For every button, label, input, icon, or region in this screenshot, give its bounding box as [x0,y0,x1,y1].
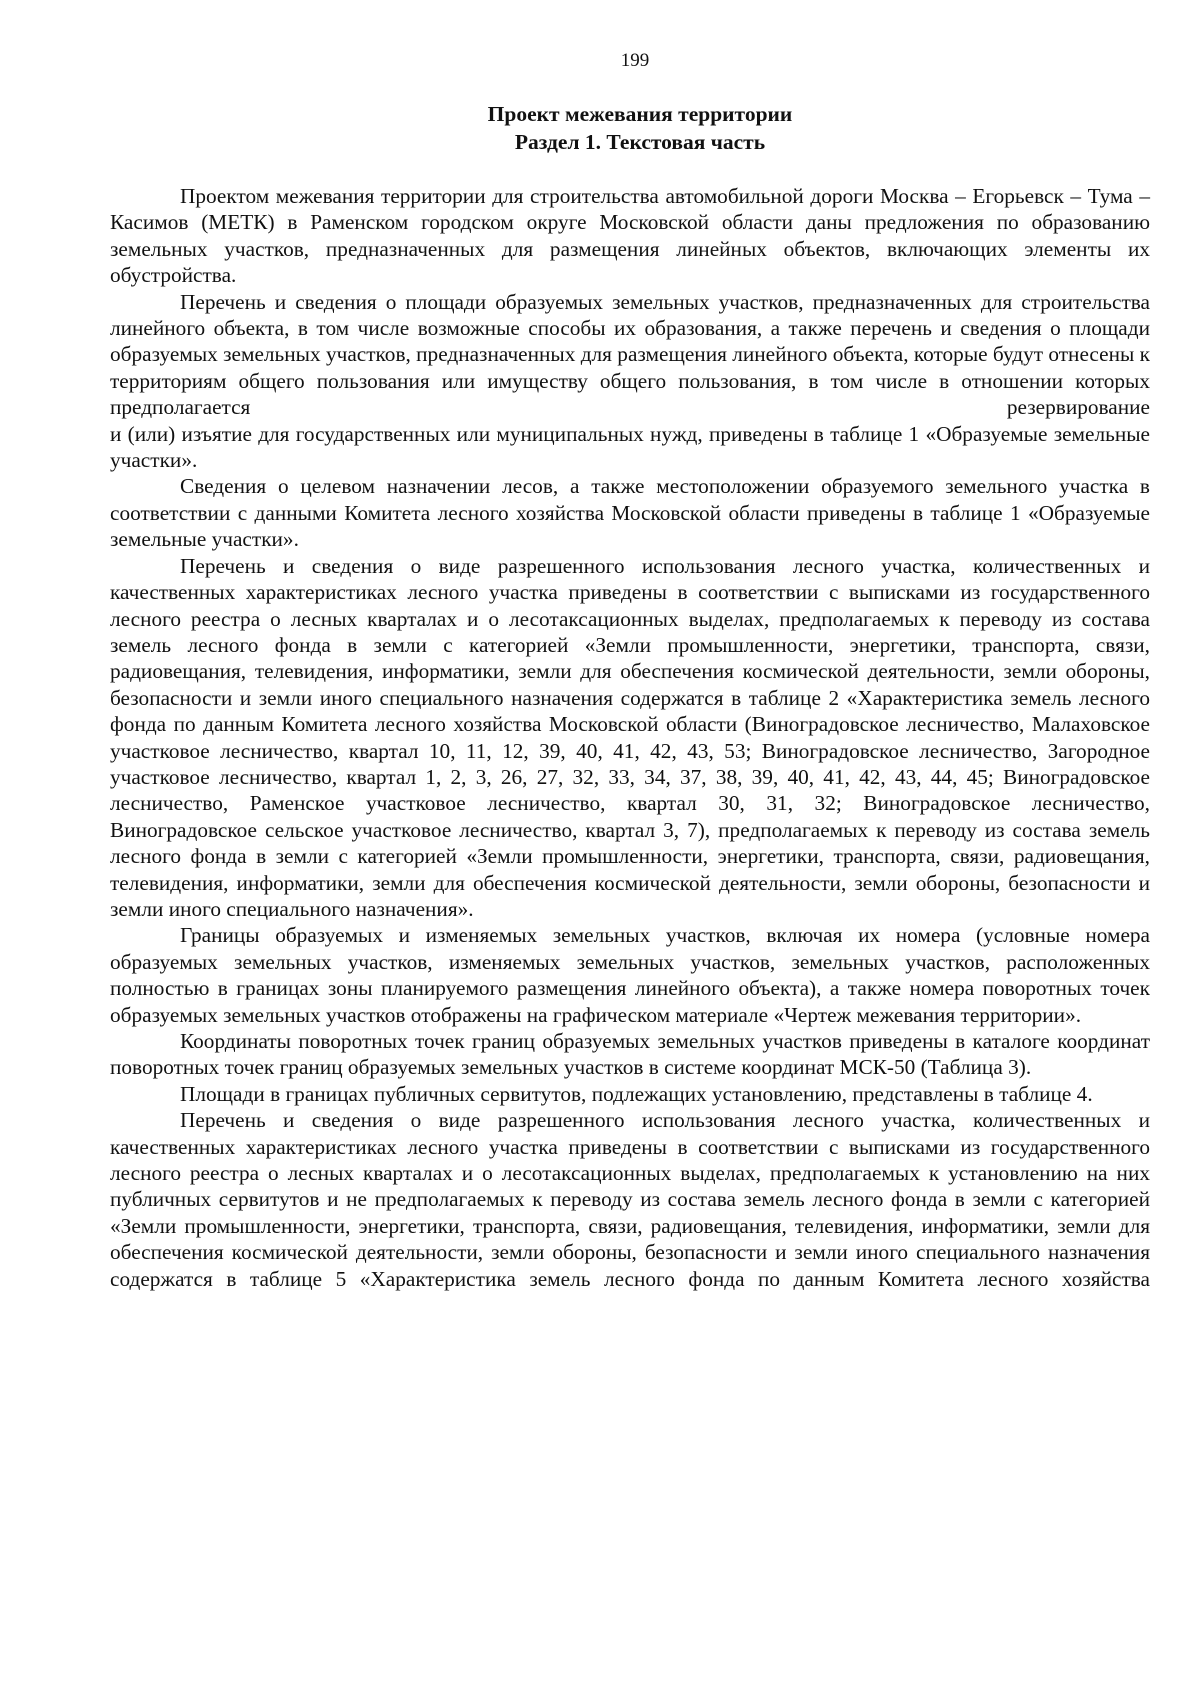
paragraph: Перечень и сведения о площади образуемых земельных участков, предназначенных для строительства линейного объекта, в том числе возможные способы их образования, а также перечень и сведения о площади образуемых земельных участков, предназначенных для размещения линейного объекта, которые будут отнесены к территориям общего пользования или имуществу общего пользования, в том числе в отношении которых предполагается резервирование [110,289,1150,420]
document-page [110,50,1150,1680]
body-text [110,183,1150,1292]
paragraph: Площади в границах публичных сервитутов, подлежащих установлению, представлены в таблице 4. [180,1081,1093,1106]
paragraph: Проектом межевания территории для строительства автомобильной дороги Москва – Егорьевск – Тума – Касимов (МЕТК) в Раменском городском округе Московской области даны предложения по образованию земельных участков, предназначенных для размещения линейных объектов, включающих элементы их обустройства. [110,184,1150,288]
paragraph: Границы образуемых и изменяемых земельных участков, включая их номера (условные номера образуемых земельных участков, изменяемых земельных участков, земельных участков, расположенных полностью в границах зоны планируемого размещения линейного объекта), а также номера поворотных точек образуемых земельных участков отображены на графическом материале «Чертеж межевания территории». [110,923,1150,1027]
paragraph-continuation: и (или) изъятие для государственных или муниципальных нужд, приведены в таблице 1 «Образуемые земельные участки». [110,421,1150,473]
page-number: 199 [620,50,650,71]
paragraph: Перечень и сведения о виде разрешенного использования лесного участка, количественных и качественных характеристиках лесного участка приведены в соответствии с выписками из государственного лесного реестра о лесных кварталах и о лесотаксационных выделах, предполагаемых к переводу из состава земель лесного фонда в земли с категорией «Земли промышленности, энергетики, транспорта, связи, радиовещания, телевидения, информатики, земли для обеспечения космической деятельности, земли обороны, безопасности и земли иного специального назначения содержатся в таблице 2 «Характеристика земель лесного фонда по данным Комитета лесного хозяйства Московской области (Виноградовское лесничество, Малаховское участковое лесничество, квартал 10, 11, 12, 39, 40, 41, 42, 43, 53; Виноградовское лесничество, Загородное участковое лесничество, квартал 1, 2, 3, 26, 27, 32, 33, 34, 37, 38, 39, 40, 41, 42, 43, 44, 45; Виноградовское лесничество, Раменское участковое лесничество, квартал 30, 31, 32; Виноградовское лесничество, Виноградовское сельское участковое лесничество, квартал 3, 7), предполагаемых к переводу из состава земель лесного фонда в земли с категорией «Земли промышленности, энергетики, транспорта, связи, радиовещания, телевидения, информатики, земли для обеспечения космической деятельности, земли обороны, безопасности и земли иного специального назначения». [110,553,1150,921]
section-title: Раздел 1. Текстовая часть [514,130,766,154]
paragraph: Сведения о целевом назначении лесов, а также местоположении образуемого земельного участка в соответствии с данными Комитета лесного хозяйства Московской области приведены в таблице 1 «Образуемые земельные участки». [110,474,1150,552]
document-title: Проект межевания территории [487,102,793,126]
paragraph: Координаты поворотных точек границ образуемых земельных участков приведены в каталоге координат поворотных точек границ образуемых земельных участков в системе координат МСК-50 (Таблица 3). [110,1029,1150,1080]
paragraph: Перечень и сведения о виде разрешенного использования лесного участка, количественных и качественных характеристиках лесного участка приведены в соответствии с выписками из государственного лесного реестра о лесных кварталах и о лесотаксационных выделах, предполагаемых к установлению на них публичных сервитутов и не предполагаемых к переводу из состава земель лесного фонда в земли с категорией «Земли промышленности, энергетики, транспорта, связи, радиовещания, телевидения, информатики, земли для обеспечения космической деятельности, земли обороны, безопасности и земли иного специального назначения содержатся в таблице 5 «Характеристика земель лесного фонда по данным Комитета лесного хозяйства [110,1108,1150,1291]
